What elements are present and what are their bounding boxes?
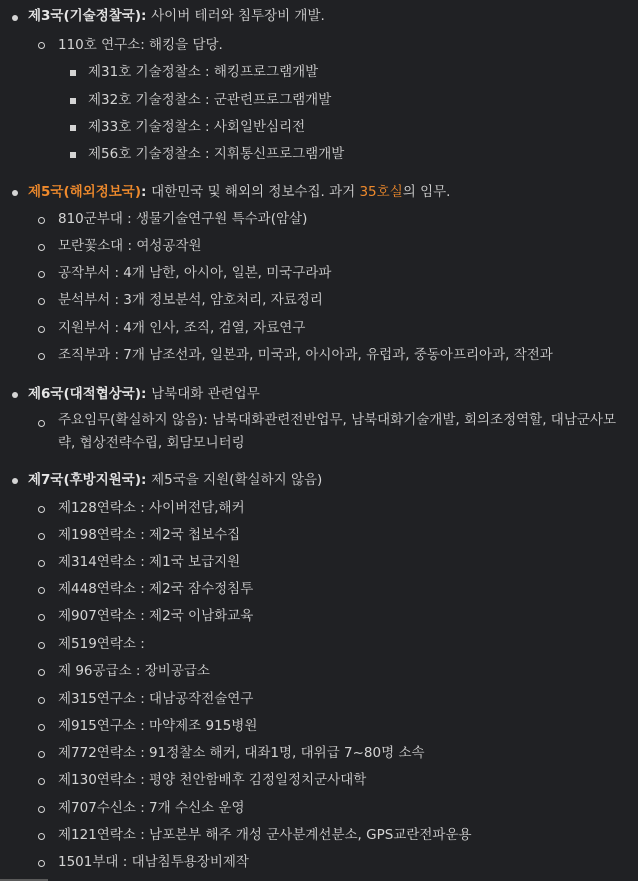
section-desc-tail: 의 임무. [402, 184, 451, 200]
bullet [38, 724, 45, 731]
list-item [28, 182, 450, 202]
list-item: 조직부과 : 7개 남조선과, 일본과, 미국과, 아시아과, 유럽과, 중동아프리아과, 작전과 [58, 347, 553, 363]
list-item: 제519연락소 : [58, 636, 145, 652]
bullet [38, 326, 45, 333]
list-item: 110호 연구소: 해킹을 담당. [58, 37, 223, 53]
separator: : [141, 184, 152, 200]
bullet [38, 614, 45, 621]
inline-link[interactable]: 35호실 [359, 184, 403, 200]
list-item: 제31호 기술정찰소 : 해킹프로그램개발 [88, 64, 319, 80]
bullet [70, 70, 76, 76]
bullet [38, 806, 45, 813]
bullet [38, 560, 45, 567]
bullet [12, 190, 18, 196]
list-item: 지원부서 : 4개 인사, 조직, 검열, 자료연구 [58, 320, 306, 336]
bullet [38, 420, 45, 427]
bullet [12, 15, 18, 21]
bullet [38, 217, 45, 224]
list-item: 제32호 기술정찰소 : 군관련프로그램개발 [88, 92, 332, 108]
bullet [38, 353, 45, 360]
list-item: 제128연락소 : 사이버전담,해커 [58, 500, 245, 516]
list-item: 810군부대 : 생물기술연구원 특수과(암살) [58, 211, 308, 227]
bullet [12, 392, 18, 398]
section-title: 제3국(기술정찰국) [28, 8, 142, 24]
list-item: 제56호 기술정찰소 : 지휘통신프로그램개발 [88, 146, 345, 162]
bullet [70, 125, 76, 131]
bullet [38, 697, 45, 704]
list-item: 제 96공급소 : 장비공급소 [58, 663, 210, 679]
section-desc: 제5국을 지원(확실하지 않음) [151, 472, 323, 488]
bullet [38, 244, 45, 251]
section-desc: 사이버 테러와 침투장비 개발. [151, 8, 325, 24]
list-item: 제198연락소 : 제2국 첩보수집 [58, 527, 241, 543]
separator: : [141, 472, 152, 488]
bullet [12, 478, 18, 484]
list-item: 제448연락소 : 제2국 잠수정침투 [58, 581, 254, 597]
section-title-link[interactable]: 제5국(해외정보국) [28, 184, 142, 200]
bullet [70, 98, 76, 104]
separator: : [141, 386, 152, 402]
bullet [38, 833, 45, 840]
list-item: 제707수신소 : 7개 수신소 운영 [58, 800, 245, 816]
section-title: 제7국(후방지원국) [28, 472, 142, 488]
list-item [28, 470, 322, 490]
bullet [38, 42, 45, 49]
bullet [38, 298, 45, 305]
list-item: 주요임무(확실하지 않음): 남북대화관련전반업무, 남북대화기술개발, 회의조정역할, 대남군사모략, 협상전략수립, 회담모니터링 [58, 412, 617, 451]
bullet [38, 778, 45, 785]
bullet [38, 642, 45, 649]
bullet [70, 152, 76, 158]
list-item: 제121연락소 : 남포본부 해주 개성 군사분계선분소, GPS교란전파운용 [58, 827, 472, 843]
list-item: 분석부서 : 3개 정보분석, 암호처리, 자료정리 [58, 292, 323, 308]
list-item: 제314연락소 : 제1국 보급지원 [58, 554, 241, 570]
section-desc: 대한민국 및 해외의 정보수집. 과거 [151, 184, 360, 200]
bullet [38, 860, 45, 867]
separator: : [141, 8, 152, 24]
bullet [38, 271, 45, 278]
list-item: 모란꽃소대 : 여성공작원 [58, 238, 202, 254]
bullet [38, 587, 45, 594]
list-item: 제915연구소 : 마약제조 915병원 [58, 718, 258, 734]
bullet [38, 669, 45, 676]
bullet [38, 533, 45, 540]
list-item: 제33호 기술정찰소 : 사회일반심리전 [88, 119, 306, 135]
bullet [38, 751, 45, 758]
bullet [38, 506, 45, 513]
list-item: 제315연구소 : 대남공작전술연구 [58, 691, 254, 707]
list-item [28, 6, 325, 26]
list-item: 제772연락소 : 91정찰소 해커, 대좌1명, 대위급 7~80명 소속 [58, 745, 425, 761]
list-item: 제907연락소 : 제2국 이남화교육 [58, 608, 254, 624]
list-item: 1501부대 : 대남침투용장비제작 [58, 854, 249, 870]
list-item: 제130연락소 : 평양 천안함배후 김정일정치군사대학 [58, 772, 367, 788]
section-desc: 남북대화 관련업무 [151, 386, 260, 402]
list-item [28, 384, 260, 404]
list-item: 공작부서 : 4개 남한, 아시아, 일본, 미국구라파 [58, 265, 332, 281]
section-title: 제6국(대적협상국) [28, 386, 142, 402]
